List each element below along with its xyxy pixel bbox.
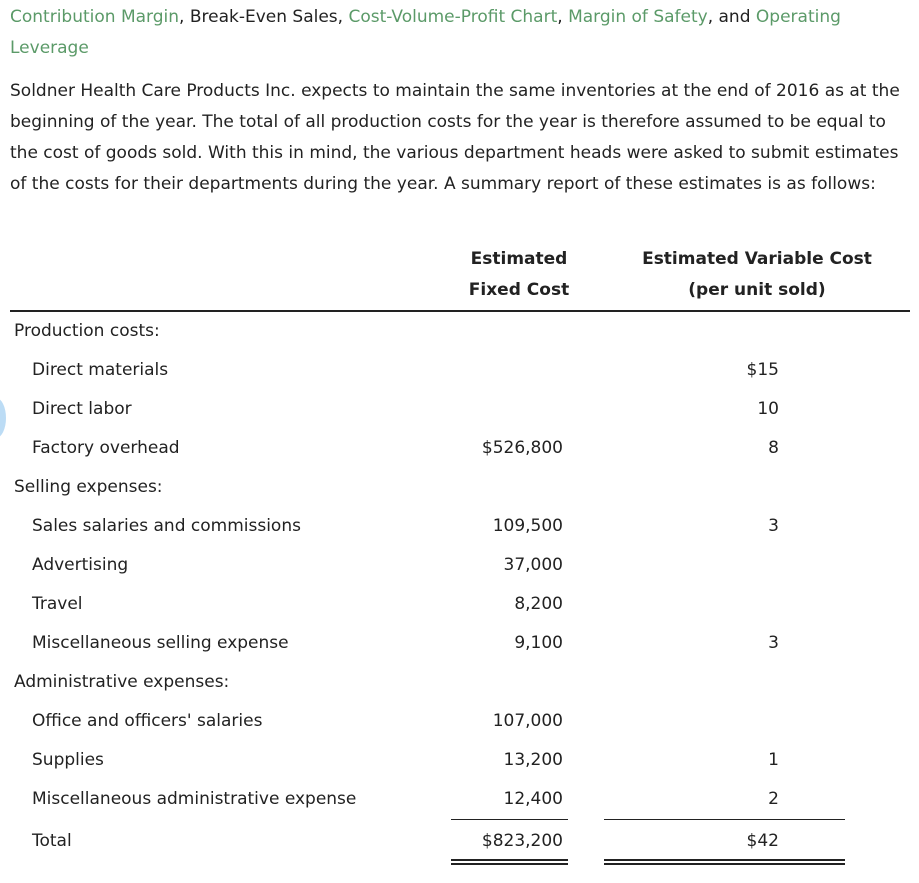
table-row: [0, 586, 919, 625]
variable-cost-cell: $15: [746, 360, 779, 380]
heading-separator: , and: [707, 7, 756, 27]
table-row: [0, 313, 919, 352]
table-row: [0, 664, 919, 703]
variable-cost-header-line2: (per unit sold): [688, 280, 826, 300]
section-label: Production costs:: [14, 321, 160, 341]
fixed-subtotal-rule: [451, 819, 568, 820]
row-label: Miscellaneous selling expense: [32, 633, 289, 653]
variable-cost-total: $42: [746, 831, 779, 851]
fixed-total-double-rule: [451, 859, 568, 865]
heading-break-even-sales: Break-Even Sales: [189, 7, 338, 27]
row-label: Supplies: [32, 750, 104, 770]
table-row: [0, 352, 919, 391]
heading-separator: ,: [179, 7, 190, 27]
variable-total-double-rule: [604, 859, 845, 865]
table-row: [0, 781, 919, 820]
variable-cost-header-line1: Estimated Variable Cost: [642, 249, 872, 269]
table-row: [0, 625, 919, 664]
fixed-cost-total: $823,200: [481, 831, 563, 851]
row-label: Total: [32, 831, 72, 851]
variable-cost-cell: 10: [757, 399, 779, 419]
table-row: [0, 742, 919, 781]
table-row: [0, 430, 919, 469]
row-label: Miscellaneous administrative expense: [32, 789, 357, 809]
fixed-cost-header-line1: Estimated: [470, 249, 568, 269]
table-row: [0, 703, 919, 742]
fixed-cost-cell: 8,200: [514, 594, 563, 614]
fixed-cost-cell: $526,800: [481, 438, 563, 458]
link-margin-of-safety[interactable]: Margin of Safety: [568, 7, 708, 27]
fixed-cost-header-line2: Fixed Cost: [468, 280, 570, 300]
variable-cost-cell: 1: [768, 750, 779, 770]
table-row: [0, 508, 919, 547]
row-label: Sales salaries and commissions: [32, 516, 301, 536]
variable-cost-cell: 8: [768, 438, 779, 458]
variable-cost-header: [620, 244, 894, 306]
link-contribution-margin[interactable]: Contribution Margin: [10, 7, 180, 27]
heading-separator: ,: [557, 7, 569, 27]
variable-cost-cell: 3: [768, 633, 779, 653]
variable-cost-cell: 3: [768, 516, 779, 536]
fixed-cost-cell: 109,500: [492, 516, 563, 536]
fixed-cost-cell: 13,200: [503, 750, 563, 770]
fixed-cost-cell: 37,000: [503, 555, 563, 575]
table-row: [0, 469, 919, 508]
intro-paragraph: Soldner Health Care Products Inc. expects to maintain the same inventories at the end of 2016 as at the beginning of the year. The total of all production costs for the year is therefore assumed to be equal to the cost of goods sold. With this in mind, the various department heads were asked to submit estimates of the costs for their departments during the year. A summary report of these estimates is as follows:: [10, 81, 900, 194]
row-label: Direct labor: [32, 399, 132, 419]
link-operating-leverage[interactable]: Operating Leverage: [10, 7, 841, 58]
table-row: [0, 547, 919, 586]
heading-separator: ,: [337, 7, 349, 27]
section-label: Selling expenses:: [14, 477, 163, 497]
table-row: [0, 391, 919, 430]
fixed-cost-cell: 12,400: [503, 789, 563, 809]
link-cvp-chart[interactable]: Cost-Volume-Profit Chart: [348, 7, 558, 27]
row-label: Advertising: [32, 555, 129, 575]
problem-heading: [10, 2, 910, 64]
fixed-cost-cell: 9,100: [514, 633, 563, 653]
row-label: Direct materials: [32, 360, 169, 380]
row-label: Office and officers' salaries: [32, 711, 263, 731]
row-label: Travel: [32, 594, 83, 614]
fixed-cost-header: [448, 244, 590, 306]
fixed-cost-cell: 107,000: [492, 711, 563, 731]
header-rule: [10, 310, 910, 312]
table-row-total: [0, 823, 919, 862]
variable-cost-cell: 2: [768, 789, 779, 809]
section-label: Administrative expenses:: [14, 672, 230, 692]
row-label: Factory overhead: [32, 438, 180, 458]
variable-subtotal-rule: [604, 819, 845, 820]
